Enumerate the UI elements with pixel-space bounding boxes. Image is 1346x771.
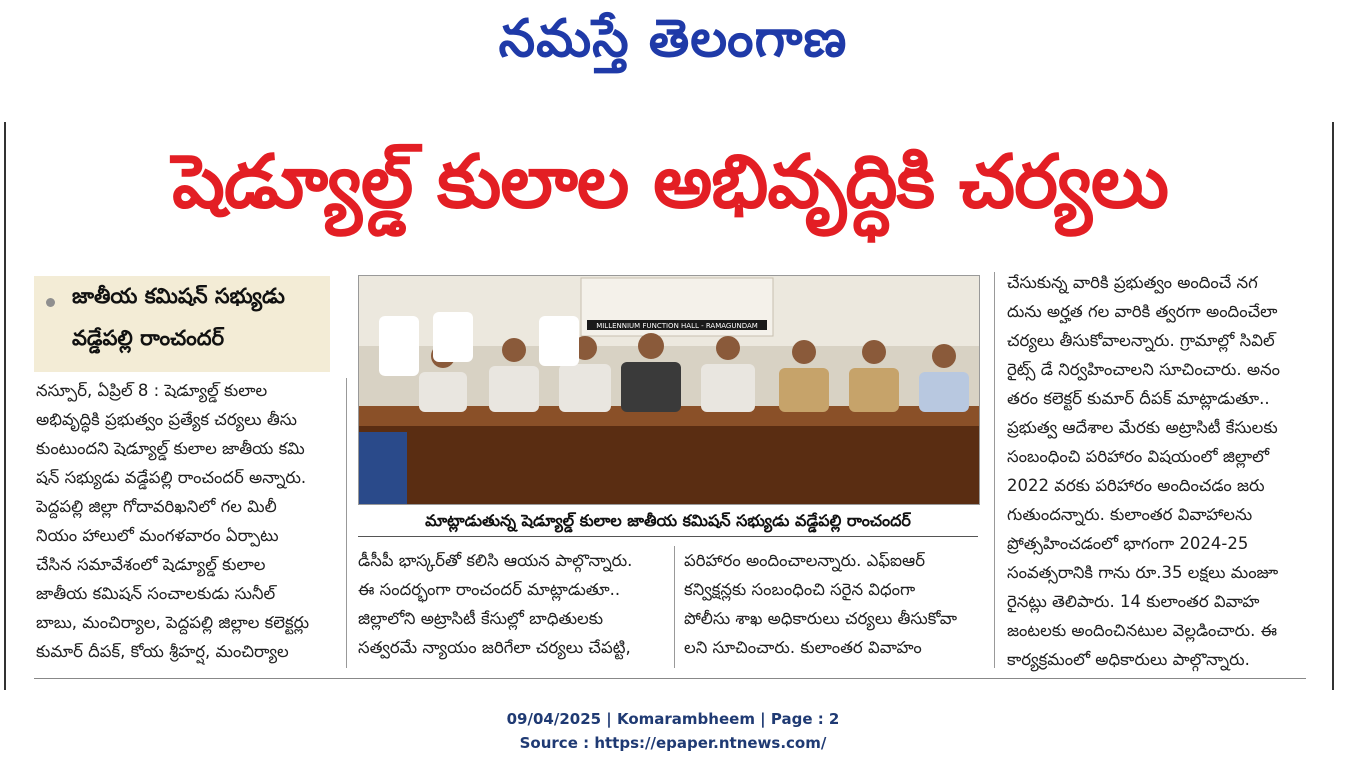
article-line: చేసుకున్న వారికి ప్రభుత్వం అందించే నగ xyxy=(1007,273,1258,292)
article-line: నస్పూర్, ఏప్రిల్ 8 : షెడ్యూల్డ్ కులాల xyxy=(36,381,268,400)
subhead-box xyxy=(34,276,330,372)
article-line: సంవత్సరానికి గాను రూ.35 లక్షలు మంజూ xyxy=(1007,563,1279,582)
article-line: 2022 వరకు పరిహారం అందించడం జరు xyxy=(1007,476,1265,495)
column-divider xyxy=(346,378,347,668)
article-column-1 xyxy=(36,376,332,666)
article-column-4 xyxy=(1007,268,1307,674)
event-photo-illustration xyxy=(359,276,979,504)
article-column-3 xyxy=(684,546,980,662)
article-line: తరం కలెక్టర్ కుమార్ దీపక్ మాట్లాడుతూ.. xyxy=(1007,389,1270,408)
subhead-line-2: వడ్డేపల్లి రాంచందర్ xyxy=(72,326,225,350)
article-line: డీసీపీ భాస్కర్‌తో కలిసి ఆయన పాల్గొన్నారు. xyxy=(358,551,633,570)
photo-caption: మాట్లాడుతున్న షెడ్యూల్డ్ కులాల జాతీయ కమిషన్ సభ్యుడు వడ్డేపల్లి రాంచందర్ xyxy=(358,506,978,537)
subhead-line-1: జాతీయ కమిషన్ సభ్యుడు xyxy=(72,284,285,308)
article-line: చేసిన సమావేశంలో షెడ్యూల్డ్ కులాల xyxy=(36,555,266,574)
masthead: నమస్తే తెలంగాణ xyxy=(498,8,848,69)
article-line: చర్యలు తీసుకోవాలన్నారు. గ్రామాల్లో సివిల్ xyxy=(1007,331,1275,350)
event-photo xyxy=(358,275,980,505)
article-line: పోలీసు శాఖ అధికారులు చర్యలు తీసుకోవా xyxy=(684,609,958,628)
frame-right-border xyxy=(1332,122,1334,690)
article-line: ప్రోత్సహించడంలో భాగంగా 2024-25 xyxy=(1007,534,1249,553)
article-line: రైట్స్ డే నిర్వహించాలని సూచించారు. అనం xyxy=(1007,360,1281,379)
article-line: అభివృద్ధికి ప్రభుత్వం ప్రత్యేక చర్యలు తీసు xyxy=(36,410,298,429)
article-line: కన్విక్షన్లకు సంబంధించి సరైన విధంగా xyxy=(684,580,916,599)
article-line: పెద్దపల్లి జిల్లా గోదావరిఖనిలో గల మిలీ xyxy=(36,497,277,516)
bottom-rule xyxy=(34,678,1306,679)
article-line: కుంటుందని షెడ్యూల్డ్ కులాల జాతీయ కమి xyxy=(36,439,305,458)
article-line: గుతుందన్నారు. కులాంతర వివాహాలను xyxy=(1007,505,1253,524)
article-line: ఈ సందర్భంగా రాంచందర్ మాట్లాడుతూ.. xyxy=(358,580,621,599)
article-column-2 xyxy=(358,546,668,662)
article-line: సంబంధించి పరిహారం విషయంలో జిల్లాలో xyxy=(1007,447,1270,466)
article-line: ప్రభుత్వ ఆదేశాల మేరకు అట్రాసిటీ కేసులకు xyxy=(1007,418,1278,437)
column-divider xyxy=(994,272,995,668)
article-line: దును అర్హత గల వారికి త్వరగా అందించేలా xyxy=(1007,302,1278,321)
footer-source: Source : https://epaper.ntnews.com/ xyxy=(519,734,827,752)
article-line: షన్ సభ్యుడు వడ్డేపల్లి రాంచందర్ అన్నారు. xyxy=(36,468,307,487)
article-line: రైనట్లు తెలిపారు. 14 కులాంతర వివాహ xyxy=(1007,592,1260,611)
column-divider xyxy=(674,546,675,668)
article-line: జాతీయ కమిషన్ సంచాలకుడు సునీల్ xyxy=(36,584,276,603)
article-line: జిల్లాలోని అట్రాసిటీ కేసుల్లో బాధితులకు xyxy=(358,609,604,628)
article-line: నియం హాలులో మంగళవారం ఏర్పాటు xyxy=(36,526,279,545)
article-line: కార్యక్రమంలో అధికారులు పాల్గొన్నారు. xyxy=(1007,650,1250,669)
photo-banner-text: MILLENNIUM FUNCTION HALL - RAMAGUNDAM xyxy=(596,322,758,330)
article-line: లని సూచించారు. కులాంతర వివాహం xyxy=(684,638,922,657)
article-line: పరిహారం అందించాలన్నారు. ఎఫ్ఐఆర్ xyxy=(684,551,926,570)
article-line: కుమార్ దీపక్, కోయ శ్రీహర్ష, మంచిర్యాల xyxy=(36,642,289,661)
bullet-icon xyxy=(46,298,55,307)
article-line: సత్వరమే న్యాయం జరిగేలా చర్యలు చేపట్టి, xyxy=(358,638,631,657)
footer-date-edition: 09/04/2025 | Komarambheem | Page : 2 xyxy=(506,710,840,728)
article-line: బాబు, మంచిర్యాల, పెద్దపల్లి జిల్లాల కలెక్టర్లు xyxy=(36,613,310,632)
headline: షెడ్యూల్డ్ కులాల అభివృద్ధికి చర్యలు xyxy=(172,139,1168,225)
frame-left-border xyxy=(4,122,6,690)
article-line: జంటలకు అందించినటుల వెల్లడించారు. ఈ xyxy=(1007,621,1277,640)
